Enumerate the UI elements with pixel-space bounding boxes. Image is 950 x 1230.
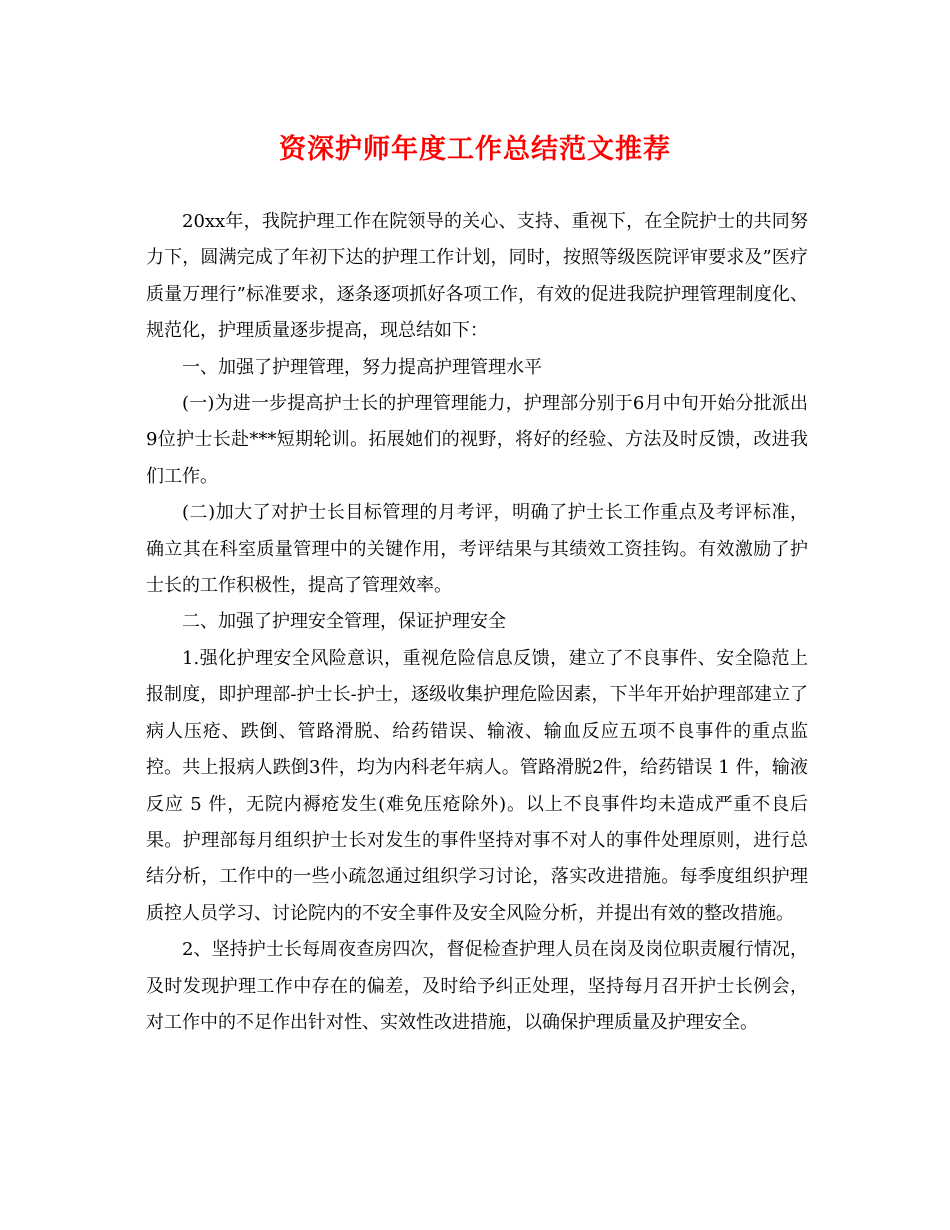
section-heading-1: 一、加强了护理管理，努力提高护理管理水平 [182, 356, 542, 378]
paragraph-2-2: 2、坚持护士长每周夜查房四次，督促检查护理人员在岗及岗位职责履行情况，及时发现护理工作中存在的偏差，及时给予纠正处理，坚持每月召开护士长例会，对工作中的不足作出针对性、实效性改进措施，以确保护理质量及护理安全。 [146, 939, 808, 1033]
section-heading-2: 二、加强了护理安全管理，保证护理安全 [182, 611, 506, 633]
paragraph-1-1: (一)为进一步提高护士长的护理管理能力，护理部分别于6月中旬开始分批派出9位护士长赴***短期轮训。拓展她们的视野，将好的经验、方法及时反馈，改进我们工作。 [146, 393, 808, 487]
paragraph-1-2: (二)加大了对护士长目标管理的月考评，明确了护士长工作重点及考评标准，确立其在科室质量管理中的关键作用，考评结果与其绩效工资挂钩。有效激励了护士长的工作积极性，提高了管理效率。 [146, 502, 808, 597]
document-body [146, 204, 808, 1041]
intro-paragraph: 20xx年，我院护理工作在院领导的关心、支持、重视下，在全院护士的共同努力下，圆满完成了年初下达的护理工作计划，同时，按照等级医院评审要求及”医疗质量万理行”标准要求，逐条逐项抓好各项工作，有效的促进我院护理管理制度化、规范化，护理质量逐步提高，现总结如下： [146, 211, 808, 342]
document-title: 资深护师年度工作总结范文推荐 [279, 134, 671, 165]
paragraph-2-1: 1.强化护理安全风险意识，重视危险信息反馈，建立了不良事件、安全隐范上报制度，即护理部-护士长-护士，逐级收集护理危险因素，下半年开始护理部建立了病人压疮、跌倒、管路滑脱、给药错误、输液、输血反应五项不良事件的重点监控。共上报病人跌倒3件，均为内科老年病人。管路滑脱2件，给药错误 1 件，输液反应 5 件，无院内褥疮发生(难免压疮除外)。以上不良事件均未造成严重不良后果。护理部每月组织护士长对发生的事件坚持对事不对人的事件处理原则，进行总结分析，工作中的一些小疏忽通过组织学习讨论，落实改进措施。每季度组织护理质控人员学习、讨论院内的不安全事件及安全风险分析，并提出有效的整改措施。 [146, 647, 808, 924]
